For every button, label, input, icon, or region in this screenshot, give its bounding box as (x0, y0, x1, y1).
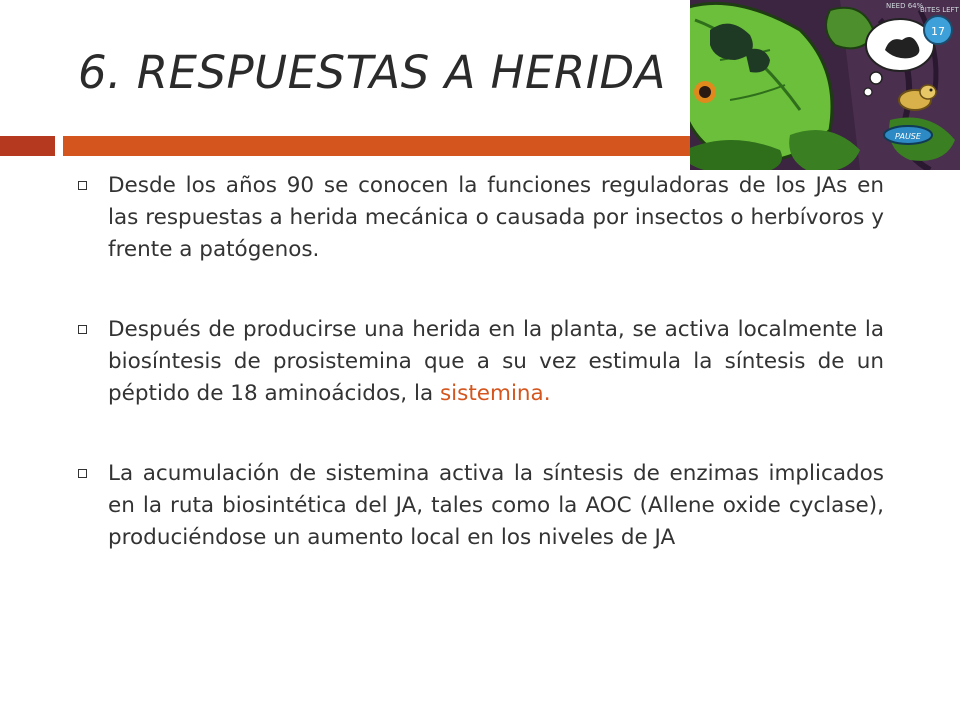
bullet-text: La acumulación de sistemina activa la síntesis de enzimas implicados en la ruta biosintética del JA, tales como la AOC (Allene oxide cyclase), produciéndose un aumento local en los niveles de JA (108, 461, 884, 550)
bullet-item (78, 314, 884, 410)
svg-text:BITES LEFT: BITES LEFT (920, 6, 959, 14)
bullet-text: Después de producirse una herida en la planta, se activa localmente la biosíntesis de prosistemina que a su vez estimula la síntesis de un péptido de 18 aminoácidos, la (108, 317, 884, 406)
square-bullet-icon (78, 469, 87, 478)
bullet-list (78, 170, 884, 602)
svg-text:NEED 64%: NEED 64% (886, 2, 924, 10)
svg-text:PAUSE: PAUSE (895, 132, 921, 141)
accent-bar-left (0, 136, 55, 156)
svg-text:17: 17 (931, 25, 945, 38)
square-bullet-icon (78, 181, 87, 190)
bullet-item (78, 170, 884, 266)
bullet-text: Desde los años 90 se conocen la funciones reguladoras de los JAs en las respuestas a herida mecánica o causada por insectos o herbívoros y frente a patógenos. (108, 173, 884, 262)
highlighted-term: sistemina. (439, 381, 551, 406)
square-bullet-icon (78, 325, 87, 334)
bullet-item (78, 458, 884, 554)
leaf-insect-illustration (690, 0, 960, 170)
slide-title: 6. RESPUESTAS A HERIDA (78, 46, 666, 99)
